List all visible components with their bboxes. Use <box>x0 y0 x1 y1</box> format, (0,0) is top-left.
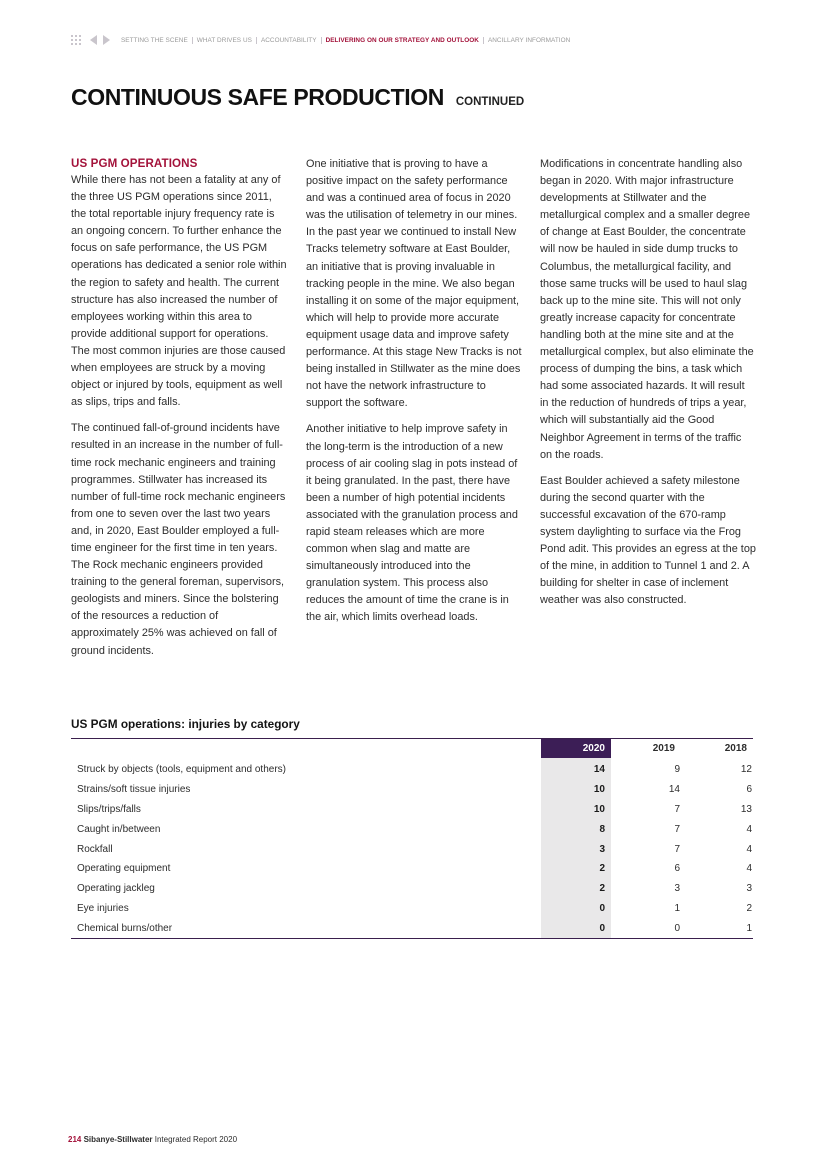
table-row <box>71 780 753 800</box>
value-2018-cell: 12 <box>740 764 752 776</box>
value-2019-cell: 9 <box>674 764 680 776</box>
value-2018-cell: 2 <box>746 902 752 914</box>
page-number: 214 <box>68 1135 82 1144</box>
category-cell: Rockfall <box>77 843 113 855</box>
value-2020-cell: 10 <box>541 800 611 820</box>
value-2019-cell: 7 <box>674 823 680 835</box>
category-cell: Operating jackleg <box>77 883 155 895</box>
value-2020-cell: 14 <box>541 758 611 780</box>
next-page-icon[interactable] <box>103 35 110 45</box>
company-name: Sibanye-Stillwater <box>83 1135 153 1144</box>
table-title: US PGM operations: injuries by category <box>71 717 300 731</box>
value-2020-cell: 8 <box>541 819 611 839</box>
category-cell: Caught in/between <box>77 823 161 835</box>
nav-divider <box>192 37 193 44</box>
paragraph: Modifications in concentrate handling also began in 2020. With major infrastructure developments at Stillwater and the metallurgical complex and a smaller degree of change at East Boulder, the concentrate will now be hauled in side dump trucks to Columbus, the metallurgical facility, and those same trucks will be used to haul slag back up to the mine site. This will not only greatly increase capacity for concentrate handling both at the mine site and at the metallurgical complex, but also eliminate the process of dumping the bins, a task which had some associated hazards. It will result in the reduction of hundreds of trips a year, which will substantially aid the Good Neighbor Agreement in terms of the traffic on the roads. <box>540 158 754 461</box>
value-2020-cell: 0 <box>541 918 611 938</box>
nav-divider <box>256 37 257 44</box>
table-row <box>71 859 753 879</box>
value-2020-cell: 2 <box>541 859 611 879</box>
category-cell: Struck by objects (tools, equipment and others) <box>77 764 286 776</box>
nav-divider <box>483 37 484 44</box>
text-column-3 <box>540 156 756 618</box>
page-title <box>71 76 524 113</box>
value-2019-cell: 0 <box>611 918 681 938</box>
table-row <box>71 839 753 859</box>
paragraph: The continued fall-of-ground incidents have resulted in an increase in the number of full-time rock mechanic engineers and training programmes. Stillwater has increased its number of full-time rock mechanic engineers from one to seven over the last two years and, in 2020, East Boulder employed a full-time engineer for the first time in ten years. The Rock mechanic engineers provided training to the general foreman, supervisors, geologists and miners. Since the bolstering of the resources a reduction of approximately 25% was achieved on fall of ground incidents. <box>71 422 286 657</box>
table-row <box>71 800 753 820</box>
table-row <box>71 879 753 899</box>
report-name: Integrated Report 2020 <box>154 1135 238 1144</box>
value-2018-cell: 4 <box>746 843 752 855</box>
nav-item-setting-the-scene[interactable]: SETTING THE SCENE <box>121 36 188 44</box>
value-2018-cell: 13 <box>740 803 752 815</box>
nav-item-accountability[interactable]: ACCOUNTABILITY <box>260 36 317 44</box>
category-cell: Chemical burns/other <box>71 918 541 938</box>
section-heading: US PGM OPERATIONS <box>71 157 198 170</box>
nav-divider <box>321 37 322 44</box>
text-column-1 <box>71 156 287 669</box>
column-header-2019: 2019 <box>611 739 681 759</box>
table-row <box>71 819 753 839</box>
value-2018-cell: 1 <box>681 918 753 938</box>
value-2019-cell: 14 <box>668 784 680 796</box>
value-2018-cell: 6 <box>746 784 752 796</box>
page-footer <box>68 1135 237 1144</box>
category-cell: Operating equipment <box>77 863 171 875</box>
section-tabs <box>121 37 570 44</box>
value-2020-cell: 2 <box>541 879 611 899</box>
category-cell: Eye injuries <box>77 902 129 914</box>
page-title-continued: CONTINUED <box>455 96 525 108</box>
top-navigation <box>71 33 570 47</box>
category-cell: Strains/soft tissue injuries <box>77 784 191 796</box>
table-row <box>71 758 753 780</box>
value-2020-cell: 3 <box>541 839 611 859</box>
value-2019-cell: 1 <box>674 902 680 914</box>
value-2019-cell: 7 <box>674 843 680 855</box>
nav-item-ancillary-information[interactable]: ANCILLARY INFORMATION <box>487 36 571 44</box>
value-2018-cell: 4 <box>746 863 752 875</box>
value-2019-cell: 7 <box>674 803 680 815</box>
page-title-main: CONTINUOUS SAFE PRODUCTION <box>71 84 444 110</box>
paragraph: Another initiative to help improve safety in the long-term is the introduction of a new process of air cooling slag in pots instead of it being granulated. In the past, there have been a number of high potential incidents associated with the granulation process and rapid steam releases which are more common when slag and matte are simultaneously introduced into the granulation system. This process also reduces the amount of time the crane is in the air, which limits overhead loads. <box>306 423 518 624</box>
value-2019-cell: 3 <box>674 883 680 895</box>
value-2020-cell: 0 <box>541 899 611 919</box>
value-2019-cell: 6 <box>674 863 680 875</box>
value-2018-cell: 3 <box>746 883 752 895</box>
text-column-2 <box>306 156 522 636</box>
paragraph: One initiative that is proving to have a positive impact on the safety performance and was a continued area of focus in 2020 was the utilisation of telemetry in our mines. In the past year we continued to install New Tracks telemetry software at East Boulder, an initiative that is proving invaluable in tracking people in the mine. We also began installing it on some of the major equipment, which will help to provide more accurate equipment usage data and improve safety performance. At this stage New Tracks is not being installed in Stillwater as the mine does not have the network infrastructure to support the software. <box>306 158 522 410</box>
injuries-table <box>71 738 753 939</box>
category-cell: Slips/trips/falls <box>77 803 141 815</box>
nav-item-delivering-on-strategy[interactable]: DELIVERING ON OUR STRATEGY AND OUTLOOK <box>325 36 479 44</box>
table-row <box>71 899 753 919</box>
table-header-row <box>71 739 753 759</box>
column-header-2020: 2020 <box>541 739 611 759</box>
nav-item-what-drives-us[interactable]: WHAT DRIVES US <box>196 36 252 44</box>
grid-menu-icon[interactable] <box>71 35 83 46</box>
column-header-category <box>71 739 541 759</box>
column-header-2018: 2018 <box>681 739 753 759</box>
value-2020-cell: 10 <box>541 780 611 800</box>
value-2018-cell: 4 <box>746 823 752 835</box>
table-row <box>71 918 753 938</box>
previous-page-icon[interactable] <box>90 35 97 45</box>
paragraph: While there has not been a fatality at any of the three US PGM operations since 2011, the total reportable injury frequency rate is an ongoing concern. To further enhance the focus on safe performance, the US PGM operations has dedicated a senior role within the region to safety and health. The current structure has also increased the number of employees working within this area to provide additional support for operations. The most common injuries are those caused when employees are struck by a moving object or injured by tools, equipment as well as slips, trips and falls. <box>71 174 287 409</box>
paragraph: East Boulder achieved a safety milestone during the second quarter with the successful excavation of the 670-ramp system daylighting to surface via the Frog Pond adit. This provides an egress at the top of the mine, in addition to Tunnel 1 and 2. A building for shelter in case of inclement weather was also constructed. <box>540 474 756 607</box>
